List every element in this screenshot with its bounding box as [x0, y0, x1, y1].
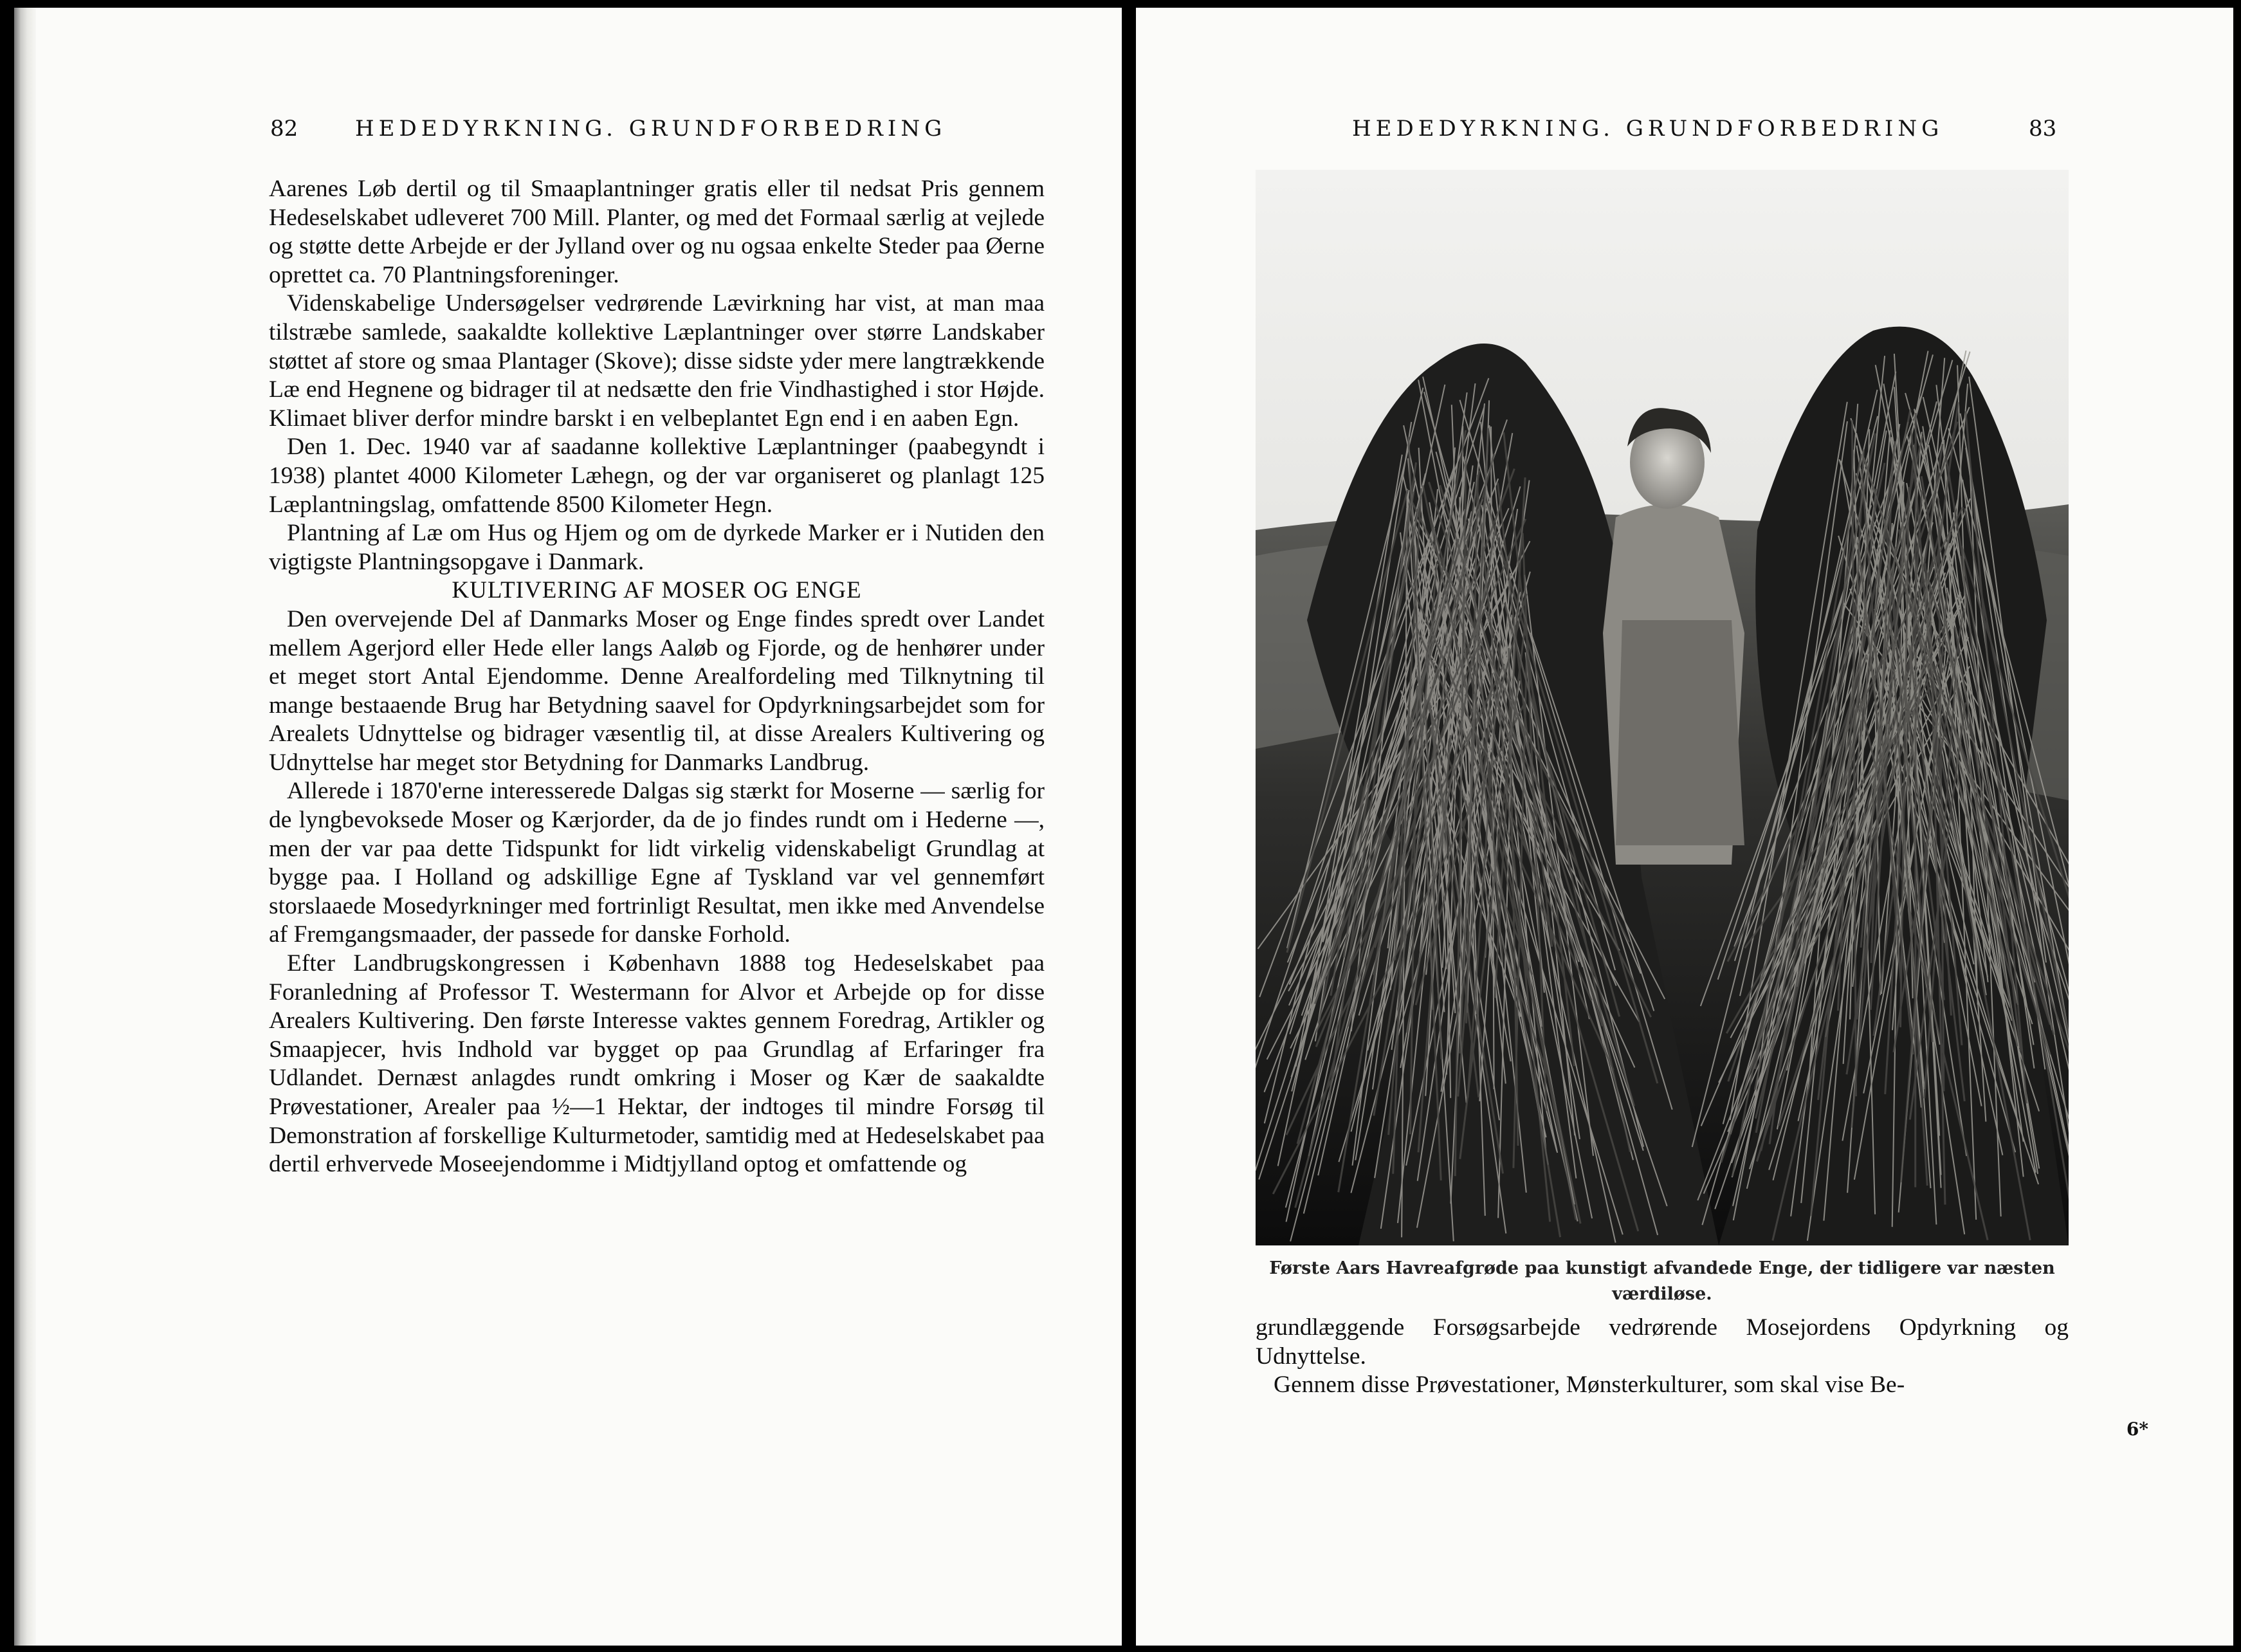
left-text-block — [269, 175, 1045, 1179]
harvest-photo-icon — [1256, 170, 2069, 1245]
photo-caption: Første Aars Havreafgrøde paa kunstigt afvandede Enge, der tidligere var næsten værdiløse. — [1269, 1258, 2055, 1304]
paragraph: Plantning af Læ om Hus og Hjem og om de dyrkede Marker er i Nutiden den vigtigste Plantningsopgave i Danmark. — [269, 520, 1045, 575]
right-text-block — [1256, 1314, 2069, 1400]
page-edge — [14, 8, 36, 1646]
section-heading: KULTIVERING AF MOSER OG ENGE — [452, 577, 862, 604]
running-head-right: HEDEDYRKNING. GRUNDFORBEDRING — [1352, 116, 1944, 142]
photo-graphic — [1256, 170, 2069, 1245]
paragraph: Efter Landbrugskongressen i København 1888 tog Hedeselskabet paa Foranledning af Professor T. Westermann for Alvor et Arbejde op for disse Arealers Kultivering. Den første Interesse vaktes gennem Foredrag, Artikler og Smaapjecer, hvis Indhold var bygget op paa Grundlag af Erfaringer fra Udlandet. Dernæst anlagdes rundt omkring i Moser og Kær de saakaldte Prøvestationer, Arealer paa ½—1 Hektar, der indtoges til mindre Forsøg til Demonstration af forskellige Kulturmetoder, samtidig med at Hedeselskabet paa dertil erhvervede Moseejendomme i Midtjylland optog et omfattende og — [269, 950, 1045, 1178]
paragraph: Aarenes Løb dertil og til Smaaplantninger gratis eller til nedsat Pris gennem Hedeselskabet udleveret 700 Mill. Planter, og med det Formaal særlig at vejlede og støtte dette Arbejde er der Jylland over og nu ogsaa enkelte Steder paa Øerne oprettet ca. 70 Plantningsforeninger. — [269, 176, 1045, 288]
paragraph: Gennem disse Prøvestationer, Mønsterkulturer, som skal vise Be- — [1274, 1372, 1905, 1399]
page-number-left: 82 — [270, 116, 298, 142]
page-number-right: 83 — [2029, 116, 2057, 142]
paragraph: Allerede i 1870'erne interesserede Dalgas sig stærkt for Moserne — særlig for de lyngbevoksede Moser og Kærjorder, da de jo findes rundt om i Hederne —, men der var paa dette Tidspunkt for lidt virkelig videnskabeligt Grundlag at bygge paa. I Holland og adskillige Egne af Tyskland var vel gennemført storslaaede Mosedyrkninger med fortrinligt Resultat, men ikke med Anvendelse af Fremgangsmaader, der passede for danske Forhold. — [269, 778, 1045, 948]
right-page — [1136, 8, 2233, 1646]
running-head-left: HEDEDYRKNING. GRUNDFORBEDRING — [355, 116, 947, 142]
signature-mark: 6* — [2126, 1418, 2148, 1440]
paragraph: Den overvejende Del af Danmarks Moser og Enge findes spredt over Landet mellem Agerjord eller Hede eller langs Aaløb og Fjorde, og de henhører under et meget stort Antal Ejendomme. Denne Arealfordeling med Tilknytning til mange bestaaende Brug har Betydning saavel for Opdyrkningsarbejdet som for Arealets Udnyttelse og bidrager væsentlig til, at disse Arealers Kultivering og Udnyttelse har meget stor Betydning for Danmarks Landbrug. — [269, 605, 1045, 776]
paragraph: Den 1. Dec. 1940 var af saadanne kollektive Læplantninger (paabegyndt i 1938) plantet 4000 Kilometer Læhegn, og der var organiseret og planlagt 125 Læplantningslag, omfattende 8500 Kilometer Hegn. — [269, 434, 1045, 518]
paragraph: grundlæggende Forsøgsarbejde vedrørende Mosejordens Opdyrkning og Udnyttelse. — [1256, 1314, 2069, 1370]
left-page — [14, 8, 1122, 1646]
paragraph: Videnskabelige Undersøgelser vedrørende Lævirkning har vist, at man maa tilstræbe samlede, saakaldte kollektive Læplantninger over større Landskaber støttet af store og smaa Plantager (Skove); disse sidste yder mere langtrækkende Læ end Hegnene og bidrager til at nedsætte den frie Vindhastighed i stor Højde. Klimaet bliver derfor mindre barskt i en velbeplantet Egn end i en aaben Egn. — [269, 290, 1045, 432]
